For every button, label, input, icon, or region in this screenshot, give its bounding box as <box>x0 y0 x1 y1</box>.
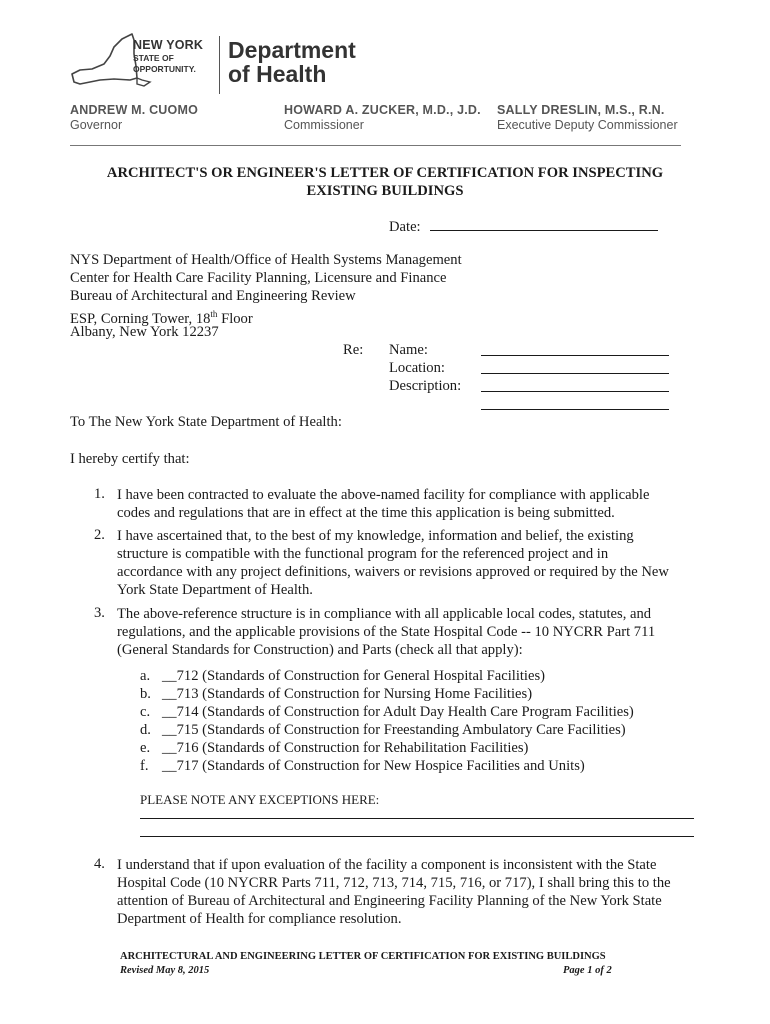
re-description-field[interactable] <box>481 391 669 392</box>
item-number: 1. <box>94 486 105 502</box>
exceptions-line-1[interactable] <box>140 818 694 819</box>
part-text: __714 (Standards of Construction for Adult Day Health Care Program Facilities) <box>162 704 634 720</box>
part-letter: b. <box>140 686 151 702</box>
dept-line-2: of Health <box>228 61 327 87</box>
nys-opportunity-wordmark <box>133 40 218 75</box>
re-description-field-2[interactable] <box>481 409 669 410</box>
footer-page-number: Page 1 of 2 <box>563 965 612 976</box>
address-line-1: NYS Department of Health/Office of Health Systems Management <box>70 252 462 268</box>
item-line: Department of Health for compliance resolution. <box>117 911 402 927</box>
item-number: 4. <box>94 856 105 872</box>
address-floor-prefix: ESP, Corning Tower, 18 <box>70 310 211 327</box>
part-text: __712 (Standards of Construction for General Hospital Facilities) <box>162 668 546 684</box>
part-letter: d. <box>140 722 151 738</box>
address-line-2: Center for Health Care Facility Planning, Licensure and Finance <box>70 270 447 286</box>
item-line: The above-reference structure is in compliance with all applicable local codes, statutes, and <box>117 606 652 622</box>
item-line: York State Department of Health. <box>117 582 313 598</box>
item-line: accordance with any project definitions, waivers or revisions approved or required by the New <box>117 564 669 580</box>
logo-line-state-of: STATE OF <box>133 53 174 63</box>
item-line: attention of Bureau of Architectural and Engineering Facility Planning of the New York State <box>117 893 662 909</box>
item-number: 3. <box>94 605 105 621</box>
address-line-3: Bureau of Architectural and Engineering Review <box>70 288 356 304</box>
official-name: HOWARD A. ZUCKER, M.D., J.D. <box>284 103 481 117</box>
re-location-label: Location: <box>389 360 445 376</box>
official-commissioner <box>284 103 481 132</box>
item-line: structure is compatible with the functional program for the referenced project and in <box>117 546 609 562</box>
footer-revised: Revised May 8, 2015 <box>120 965 210 976</box>
re-location-field[interactable] <box>481 373 669 374</box>
part-letter: f. <box>140 758 149 774</box>
part-row[interactable] <box>140 685 634 703</box>
official-governor <box>70 103 198 132</box>
item-line: regulations, and the applicable provisions of the State Hospital Code -- 10 NYCRR Part 711 <box>117 624 656 640</box>
logo-line-new-york: NEW YORK <box>133 38 204 52</box>
footer-title: ARCHITECTURAL AND ENGINEERING LETTER OF CERTIFICATION FOR EXISTING BUILDINGS <box>120 951 606 962</box>
item-number: 2. <box>94 527 105 543</box>
part-letter: e. <box>140 740 151 756</box>
re-name-field[interactable] <box>481 355 669 356</box>
date-field[interactable] <box>430 216 658 231</box>
item-3-text <box>117 605 717 659</box>
re-label: Re: <box>343 342 364 358</box>
logo-line-opportunity: OPPORTUNITY. <box>133 64 196 74</box>
department-of-health-wordmark <box>228 38 356 86</box>
official-name: ANDREW M. CUOMO <box>70 103 198 117</box>
certify-intro: I hereby certify that: <box>70 451 190 467</box>
address-floor-sup: th <box>210 309 218 319</box>
address-city: Albany, New York 12237 <box>70 324 219 340</box>
date-row <box>389 216 658 236</box>
part-text: __717 (Standards of Construction for New Hospice Facilities and Units) <box>162 758 585 774</box>
official-title: Commissioner <box>284 118 364 132</box>
part-row[interactable] <box>140 757 634 775</box>
exceptions-line-2[interactable] <box>140 836 694 837</box>
date-label: Date: <box>389 219 421 235</box>
address-floor-suffix: Floor <box>217 310 253 327</box>
parts-list <box>140 667 634 775</box>
re-name-label: Name: <box>389 342 428 358</box>
salutation: To The New York State Department of Health: <box>70 414 342 430</box>
official-title: Governor <box>70 118 123 132</box>
document-title-line-2: EXISTING BUILDINGS <box>306 183 464 199</box>
item-1-text <box>117 486 717 522</box>
part-row[interactable] <box>140 721 634 739</box>
item-line: codes and regulations that are in effect at the time this application is being submitted. <box>117 505 615 521</box>
item-line: I have ascertained that, to the best of my knowledge, information and belief, the existing <box>117 528 634 544</box>
part-text: __715 (Standards of Construction for Freestanding Ambulatory Care Facilities) <box>162 722 626 738</box>
item-line: I have been contracted to evaluate the above-named facility for compliance with applicable <box>117 487 650 503</box>
item-4-text <box>117 856 717 928</box>
part-text: __713 (Standards of Construction for Nursing Home Facilities) <box>162 686 533 702</box>
official-title: Executive Deputy Commissioner <box>497 118 678 132</box>
part-row[interactable] <box>140 739 634 757</box>
header-divider <box>70 145 681 146</box>
item-line: (General Standards for Construction) and Parts (check all that apply): <box>117 642 523 658</box>
part-text: __716 (Standards of Construction for Rehabilitation Facilities) <box>162 740 529 756</box>
part-letter: c. <box>140 704 151 720</box>
dept-line-1: Department <box>228 37 356 63</box>
part-row[interactable] <box>140 667 634 685</box>
item-line: I understand that if upon evaluation of the facility a component is inconsistent with the State <box>117 857 657 873</box>
logo-divider <box>219 36 220 94</box>
item-2-text <box>117 527 717 599</box>
document-title-line-1: ARCHITECT'S OR ENGINEER'S LETTER OF CERTIFICATION FOR INSPECTING <box>106 165 664 181</box>
official-deputy-commissioner <box>497 103 678 132</box>
part-row[interactable] <box>140 703 634 721</box>
item-line: Hospital Code (10 NYCRR Parts 711, 712, 713, 714, 715, 716, or 717), I shall bring this to the <box>117 875 671 891</box>
exceptions-label: PLEASE NOTE ANY EXCEPTIONS HERE: <box>140 792 380 807</box>
official-name: SALLY DRESLIN, M.S., R.N. <box>497 103 665 117</box>
re-description-label: Description: <box>389 378 462 394</box>
part-letter: a. <box>140 668 151 684</box>
